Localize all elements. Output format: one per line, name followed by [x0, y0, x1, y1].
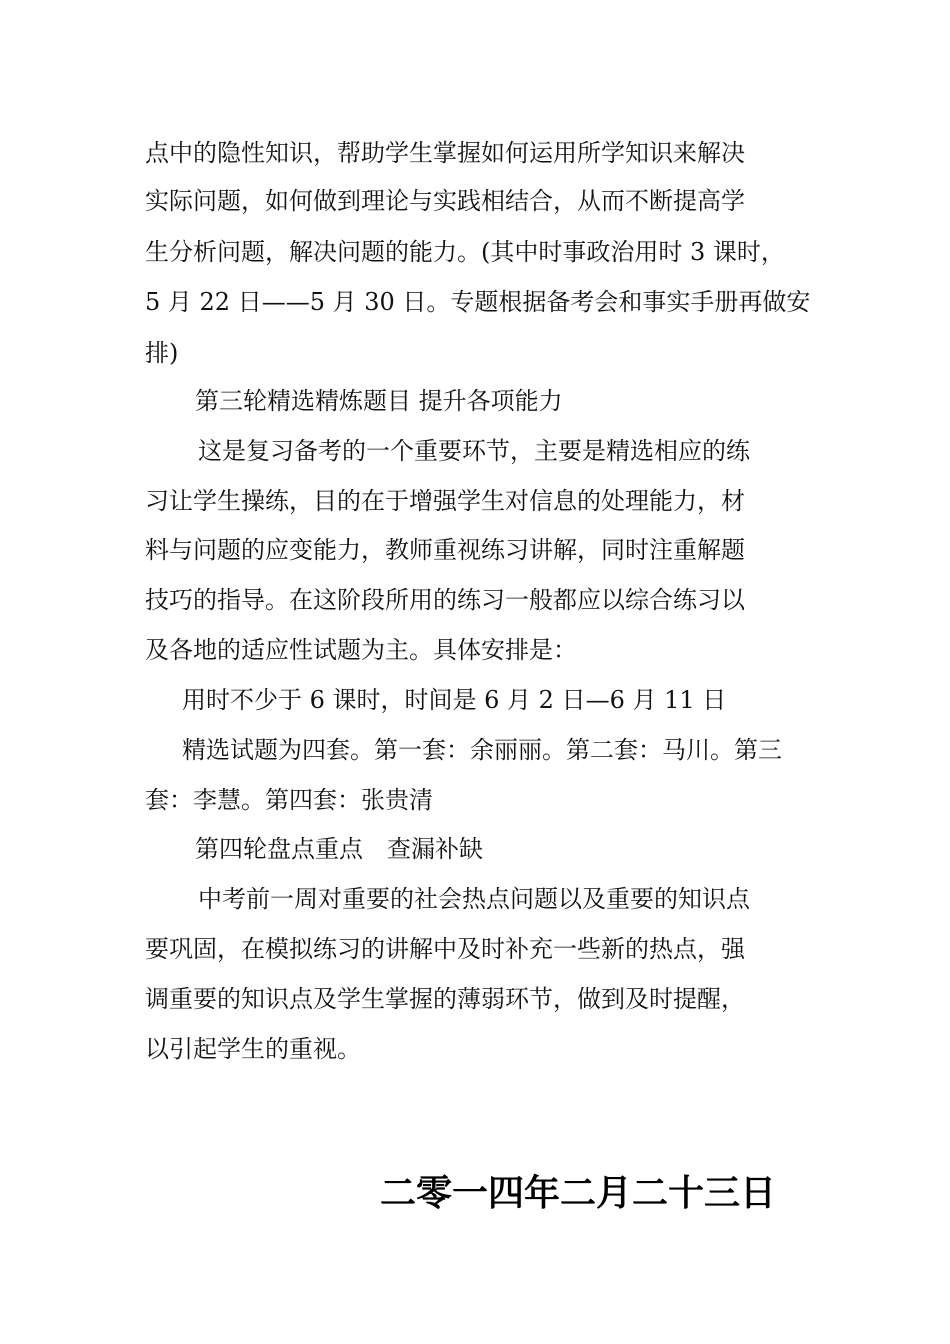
section-heading: 第四轮盘点重点 查漏补缺 — [195, 835, 483, 863]
paragraph-line: 点中的隐性知识，帮助学生掌握如何运用所学知识来解决 — [145, 139, 745, 167]
paragraph-line: 排) — [145, 339, 179, 367]
paragraph-line: 5 月 22 日——5 月 30 日。专题根据备考会和事实手册再做安 — [145, 288, 811, 316]
schedule-line: 用时不少于 6 课时，时间是 6 月 2 日—6 月 11 日 — [182, 686, 727, 714]
paragraph-line: 生分析问题，解决问题的能力。(其中时事政治用时 3 课时， — [145, 238, 785, 266]
paragraph-line: 调重要的知识点及学生掌握的薄弱环节，做到及时提醒， — [145, 985, 745, 1013]
paragraph-line: 习让学生操练，目的在于增强学生对信息的处理能力，材 — [145, 487, 745, 515]
document-date: 二零一四年二月二十三日 — [380, 1173, 777, 1214]
paragraph-line: 技巧的指导。在这阶段所用的练习一般都应以综合练习以 — [145, 586, 745, 614]
paragraph-line: 精选试题为四套。第一套：余丽丽。第二套：马川。第三 — [182, 736, 782, 764]
paragraph-line: 以引起学生的重视。 — [145, 1035, 361, 1063]
paragraph-line: 中考前一周对重要的社会热点问题以及重要的知识点 — [198, 885, 750, 913]
paragraph-line: 及各地的适应性试题为主。具体安排是： — [145, 636, 577, 664]
section-heading: 第三轮精选精炼题目 提升各项能力 — [195, 387, 563, 415]
paragraph-line: 料与问题的应变能力，教师重视练习讲解，同时注重解题 — [145, 536, 745, 564]
paragraph-line: 套：李慧。第四套：张贵清 — [145, 786, 433, 814]
paragraph-line: 这是复习备考的一个重要环节，主要是精选相应的练 — [198, 437, 750, 465]
paragraph-line: 要巩固，在模拟练习的讲解中及时补充一些新的热点，强 — [145, 935, 745, 963]
paragraph-line: 实际问题，如何做到理论与实践相结合，从而不断提高学 — [145, 187, 745, 215]
